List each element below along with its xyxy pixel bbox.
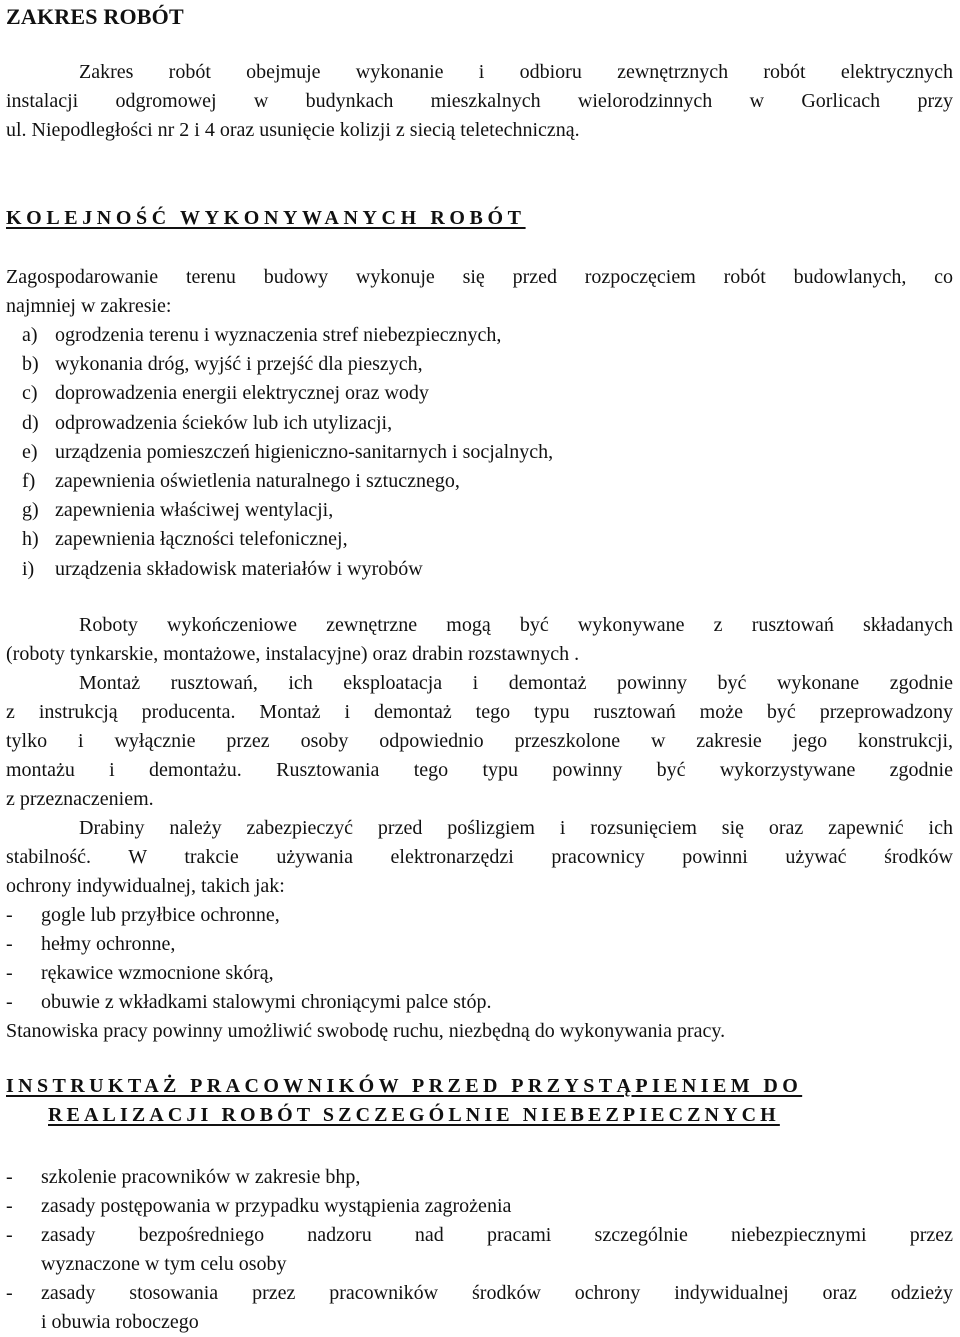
site-requirements-list — [22, 321, 953, 584]
list-item — [6, 1163, 953, 1192]
list-item-text: urządzenia składowisk materiałów i wyrobów — [55, 557, 423, 580]
scaffold-line: z instrukcją producenta. Montaż i demontaż tego typu rusztowań może być przeprowadzony — [6, 701, 953, 723]
scope-line: ul. Niepodległości nr 2 i 4 oraz usunięcie kolizji z siecią teletechniczną. — [6, 119, 580, 141]
scope-line: instalacji odgromowej w budynkach mieszkalnych wielorodzinnych w Gorlicach przy — [6, 90, 953, 112]
site-intro-line: najmniej w zakresie: — [6, 295, 172, 317]
list-item — [22, 438, 953, 467]
ladder-line: Drabiny należy zabezpieczyć przed poślizgiem i rozsunięciem się oraz zapewnić ich — [79, 817, 953, 839]
list-item-text: zapewnienia łączności telefonicznej, — [55, 528, 348, 551]
scaffold-line: z przeznaczeniem. — [6, 788, 154, 810]
list-item-label: c) — [22, 382, 38, 405]
list-item — [6, 1192, 953, 1221]
dash-bullet: - — [6, 933, 13, 955]
list-item — [22, 350, 953, 379]
site-intro-line: Zagospodarowanie terenu budowy wykonuje się przed rozpoczęciem robót budowlanych, co — [6, 266, 953, 288]
list-item-text: wyznaczone w tym celu osoby — [41, 1253, 287, 1275]
training-heading-line1 — [6, 1075, 953, 1098]
order-heading: KOLEJNOŚĆ WYKONYWANYCH ROBÓT — [6, 207, 526, 229]
dash-bullet: - — [6, 991, 13, 1013]
ppe-list — [6, 901, 953, 1017]
list-item-label: d) — [22, 411, 39, 434]
list-item-label: g) — [22, 499, 39, 522]
ladder-line: stabilność. W trakcie używania elektronarzędzi pracownicy powinni używać środków — [6, 846, 953, 868]
list-item — [6, 959, 953, 988]
list-item-text: gogle lub przyłbice ochronne, — [41, 904, 280, 926]
list-item — [22, 555, 953, 584]
list-item-text: zapewnienia oświetlenia naturalnego i sztucznego, — [55, 470, 460, 493]
list-item-text: zapewnienia właściwej wentylacji, — [55, 499, 334, 522]
dash-bullet: - — [6, 1224, 13, 1246]
list-item — [6, 988, 953, 1017]
list-item — [22, 379, 953, 408]
dash-bullet: - — [6, 1195, 13, 1217]
list-item-text: hełmy ochronne, — [41, 933, 176, 955]
list-item-text: zasady bezpośredniego nadzoru nad pracami szczególnie niebezpiecznymi przez — [41, 1224, 953, 1246]
list-item — [6, 1221, 953, 1279]
list-item-text: urządzenia pomieszczeń higieniczno-sanitarnych i socjalnych, — [55, 440, 554, 463]
scaffold-line: montażu i demontażu. Rusztowania tego typu powinny być wykorzystywane zgodnie — [6, 759, 953, 781]
training-heading-line2: REALIZACJI ROBÓT SZCZEGÓLNIE NIEBEZPIECZNYCH — [48, 1104, 780, 1126]
list-item-text: obuwie z wkładkami stalowymi chroniącymi palce stóp. — [41, 991, 492, 1013]
list-item-label: e) — [22, 440, 38, 463]
scaffold-line: Roboty wykończeniowe zewnętrzne mogą być wykonywane z rusztowań składanych — [79, 614, 953, 636]
scaffold-paragraph — [6, 611, 953, 814]
list-item — [22, 496, 953, 525]
dash-bullet: - — [6, 904, 13, 926]
list-item-label: i) — [22, 557, 35, 580]
list-item-label: b) — [22, 353, 39, 376]
scope-line: Zakres robót obejmuje wykonanie i odbioru zewnętrznych robót elektrycznych — [79, 61, 953, 83]
ladder-line: ochrony indywidualnej, takich jak: — [6, 875, 285, 897]
training-heading-text: INSTRUKTAŻ PRACOWNIKÓW PRZED PRZYSTĄPIENIEM DO — [6, 1075, 803, 1097]
list-item-label: a) — [22, 324, 38, 346]
list-item-text: rękawice wzmocnione skórą, — [41, 962, 274, 984]
training-list — [6, 1163, 953, 1337]
list-item — [22, 409, 953, 438]
list-item-text: wykonania dróg, wyjść i przejść dla pieszych, — [55, 353, 423, 376]
scaffold-line: Montaż rusztowań, ich eksploatacja i demontaż powinny być wykonane zgodnie — [79, 672, 953, 694]
dash-bullet: - — [6, 962, 13, 984]
list-item — [6, 1279, 953, 1337]
list-item-text: doprowadzenia energii elektrycznej oraz wody — [55, 382, 429, 405]
scaffold-line: (roboty tynkarskie, montażowe, instalacyjne) oraz drabin rozstawnych . — [6, 643, 580, 665]
list-item-label: f) — [22, 470, 36, 493]
site-intro-paragraph — [6, 263, 953, 321]
list-item-text: i obuwia roboczego — [41, 1311, 199, 1333]
list-item-label: h) — [22, 528, 39, 551]
list-item-text: zasady stosowania przez pracowników środków ochrony indywidualnej oraz odzieży — [41, 1282, 953, 1304]
dash-bullet: - — [6, 1166, 13, 1188]
page-title: ZAKRES ROBÓT — [6, 4, 184, 29]
list-item — [22, 467, 953, 496]
ladder-paragraph — [6, 814, 953, 901]
list-item-text: zasady postępowania w przypadku wystąpienia zagrożenia — [41, 1195, 512, 1217]
scaffold-line: tylko i wyłącznie przez osoby odpowiednio przeszkolone w zakresie jego konstrukcji, — [6, 730, 953, 752]
list-item — [22, 525, 953, 554]
scope-paragraph — [6, 58, 953, 145]
list-item — [6, 930, 953, 959]
dash-bullet: - — [6, 1282, 13, 1304]
list-item-text: odprowadzenia ścieków lub ich utylizacji, — [55, 411, 393, 434]
list-item — [6, 901, 953, 930]
list-item — [22, 321, 953, 350]
workstation-line: Stanowiska pracy powinny umożliwić swobodę ruchu, niezbędną do wykonywania pracy. — [6, 1020, 726, 1042]
list-item-text: szkolenie pracowników w zakresie bhp, — [41, 1166, 361, 1188]
list-item-text: ogrodzenia terenu i wyznaczenia stref niebezpiecznych, — [55, 324, 502, 346]
